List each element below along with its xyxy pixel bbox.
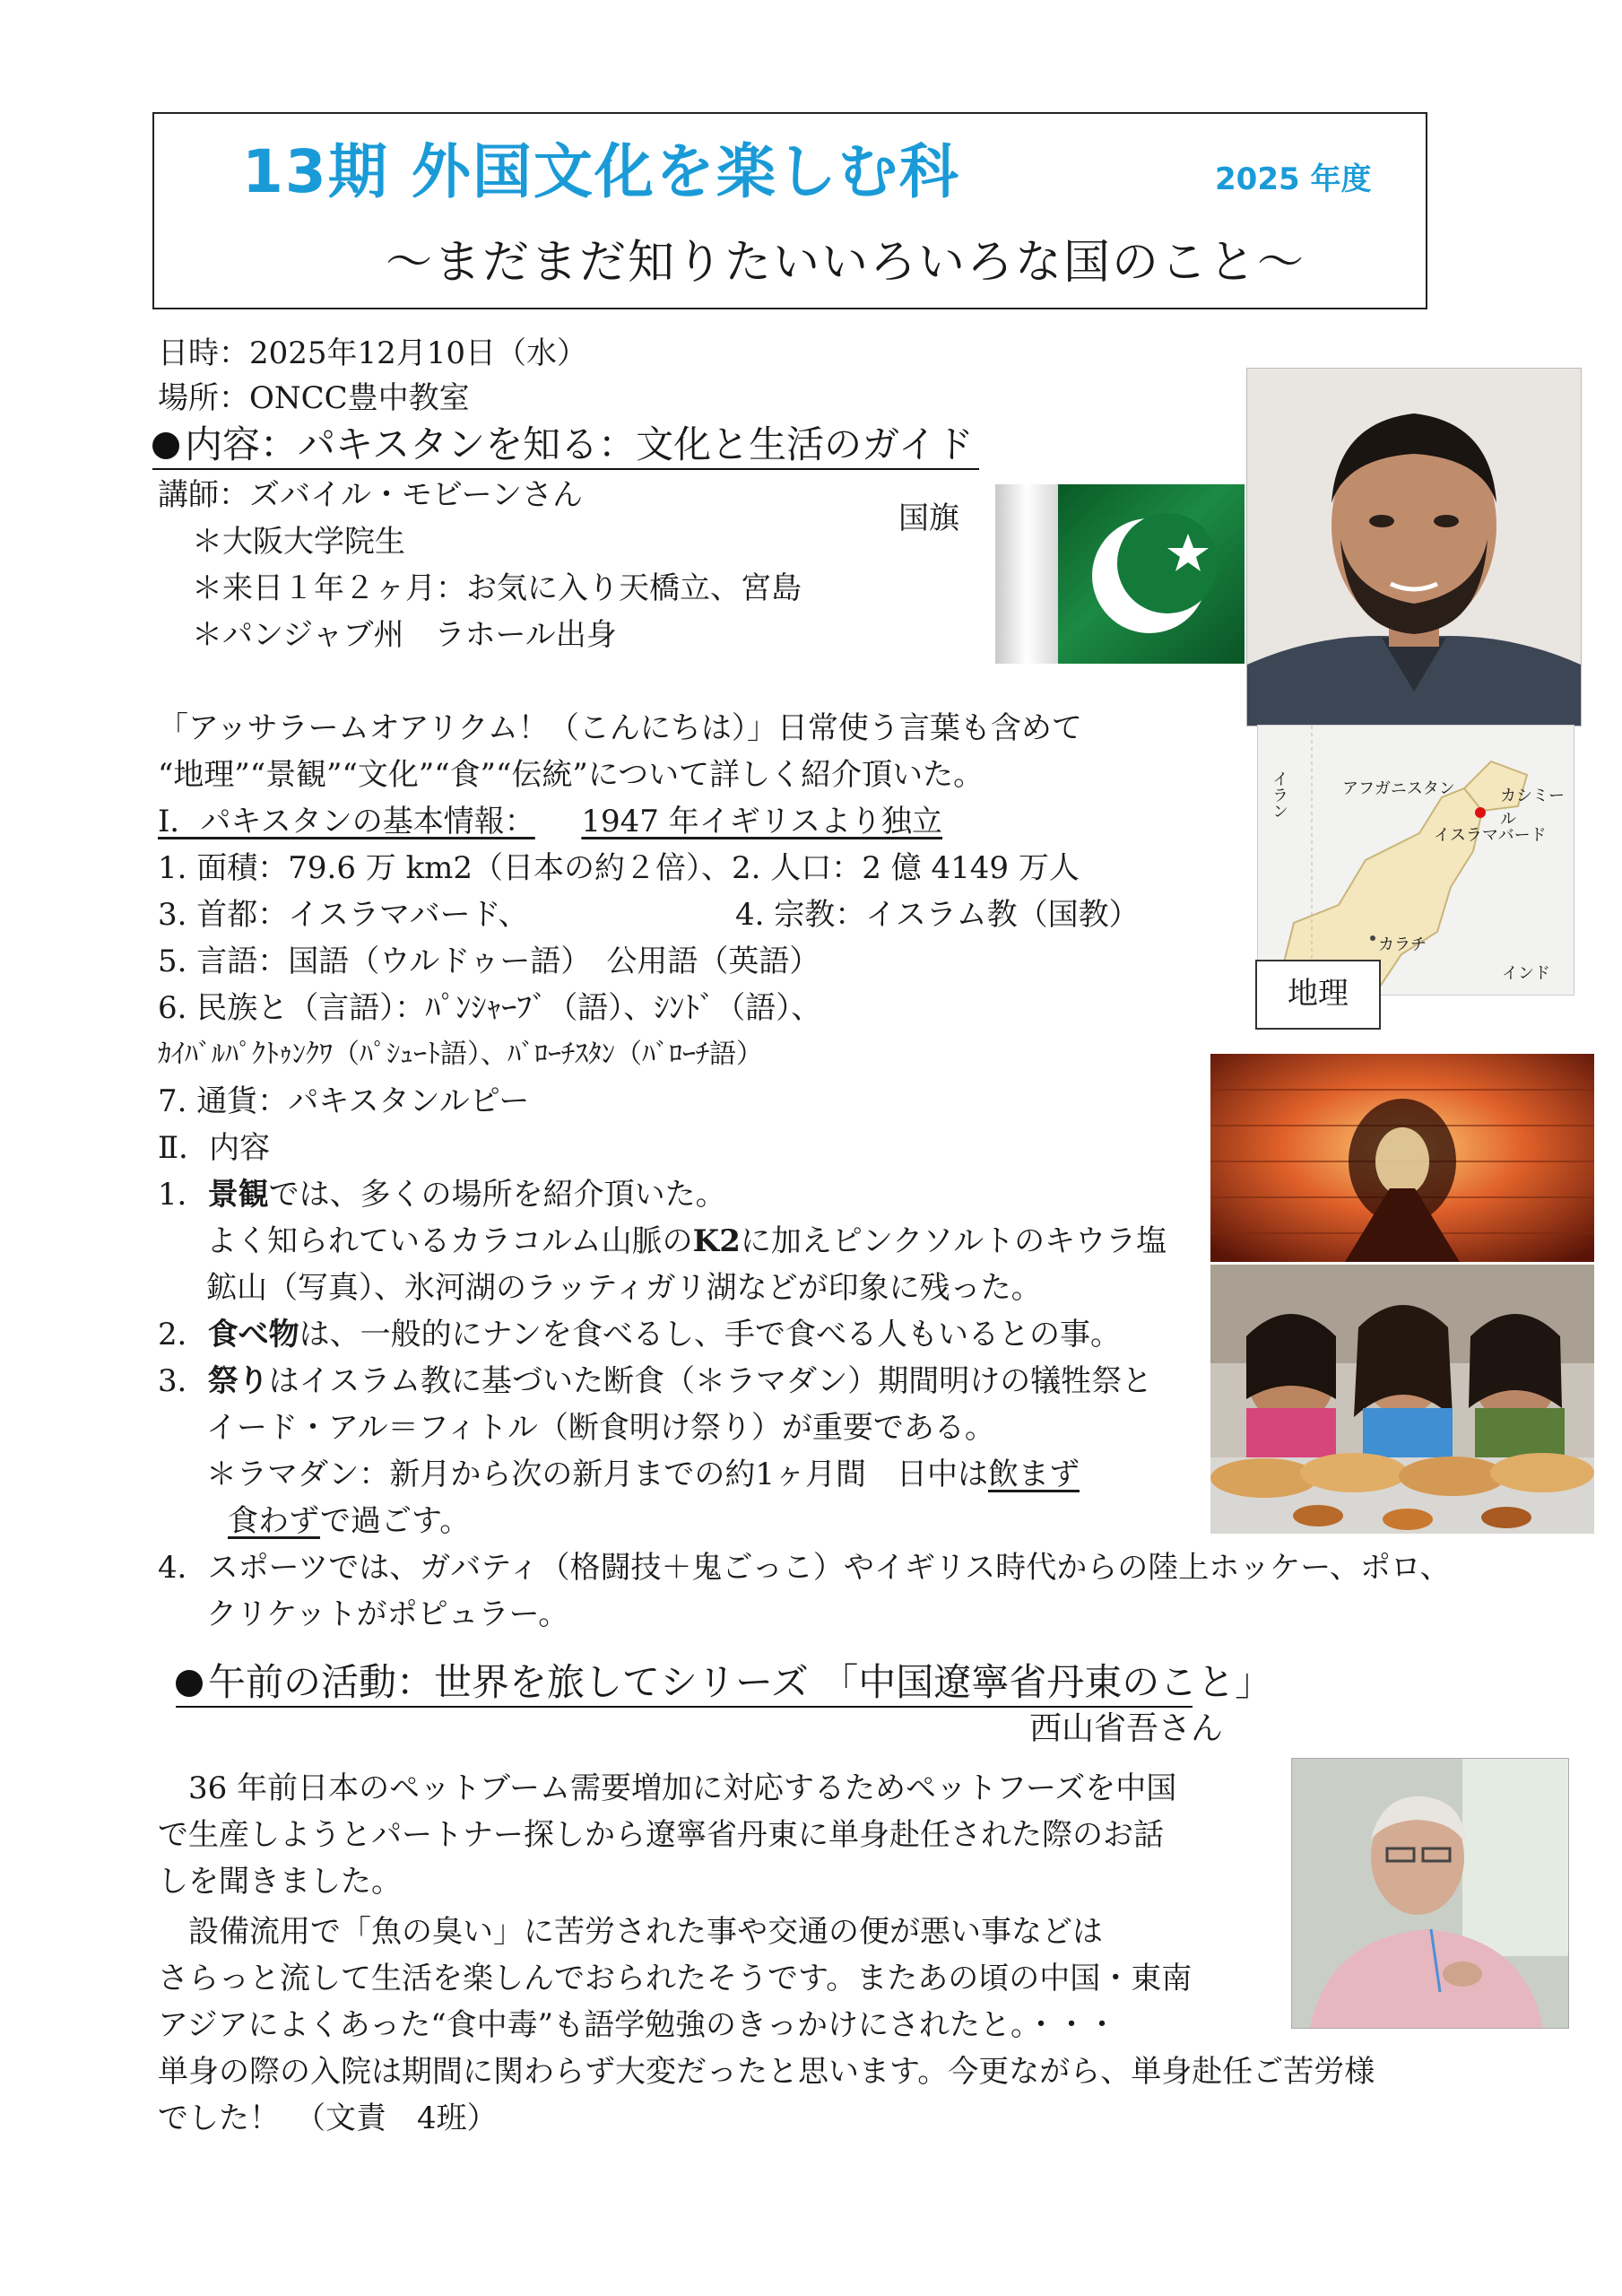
basic-info-heading-text: Ⅰ．パキスタンの基本情報： bbox=[158, 804, 535, 839]
page-subtitle: ～まだまだ知りたいいろいろな国のこと～ bbox=[386, 236, 1306, 290]
item-text: で過ごす。 bbox=[320, 1503, 471, 1539]
content-item-2 bbox=[158, 1315, 1121, 1354]
section2-paragraph-line: 設備流用で「魚の臭い」に苦労された事や交通の便が悪い事などは bbox=[158, 1914, 1103, 1950]
lecturer: 講師：ズバイル・モビーンさん bbox=[158, 477, 583, 513]
page-title: 13期 外国文化を楽しむ科 bbox=[242, 137, 960, 206]
section2-speaker: 西山省吾さん bbox=[1029, 1710, 1224, 1747]
content-item-3-line: イード・アル＝フィトル（断食明け祭り）が重要である。 bbox=[206, 1410, 995, 1446]
event-date: 日時：2025年12月10日（水） bbox=[158, 335, 588, 371]
pakistan-flag-image bbox=[995, 484, 1245, 664]
section2-paragraph-line: さらっと流して生活を楽しんでおられたそうです。またあの頃の中国・東南 bbox=[158, 1961, 1193, 1996]
item-keyword: 食べ物 bbox=[207, 1317, 299, 1352]
basic-info-item: 1. 面積：79.6 万 km2（日本の約２倍）、2. 人口：2 億 4149 万人 bbox=[158, 850, 1080, 886]
content-heading: Ⅱ．内容 bbox=[158, 1130, 271, 1166]
ramadan-note bbox=[228, 1501, 470, 1541]
speaker-photo bbox=[1291, 1758, 1569, 2029]
item-text: は、一般的にナンを食べるし、手で食べる人もいるとの事。 bbox=[299, 1317, 1121, 1352]
intro-line: 「アッサラームオアリクム！（こんにちは）」日常使う言葉も含めて bbox=[158, 710, 1082, 746]
bullet-icon bbox=[176, 1670, 203, 1697]
independence-text: 1947 年イギリスより独立 bbox=[581, 804, 943, 839]
content-item-3 bbox=[158, 1361, 1152, 1401]
event-place: 場所：ONCC豊中教室 bbox=[158, 380, 470, 416]
ramadan-note bbox=[206, 1455, 1080, 1494]
section2-paragraph-line: で生産しようとパートナー探しから遼寧省丹東に単身赴任された際のお話 bbox=[158, 1817, 1164, 1853]
content-item-1-line bbox=[206, 1222, 1167, 1261]
item-number: 3． bbox=[158, 1363, 208, 1399]
map-label-afghanistan: アフガニスタン bbox=[1342, 779, 1455, 798]
lecturer-photo bbox=[1246, 368, 1582, 726]
section1-heading bbox=[152, 422, 979, 470]
item-number: 1． bbox=[158, 1177, 208, 1213]
section2-paragraph-line: しを聞きました。 bbox=[158, 1864, 402, 1900]
basic-info-item: 7. 通貨：パキスタンルピー bbox=[158, 1083, 530, 1119]
food-eating-photo bbox=[1210, 1265, 1594, 1534]
section2-paragraph-line: 36 年前日本のペットブーム需要増加に対応するためペットフーズを中国 bbox=[158, 1770, 1177, 1806]
salt-mine-photo bbox=[1210, 1054, 1594, 1262]
section1-heading-text: 内容：パキスタンを知る：文化と生活のガイド bbox=[185, 422, 974, 466]
content-item-1 bbox=[158, 1175, 726, 1214]
lecturer-detail: ＊パンジャブ州 ラホール出身 bbox=[192, 617, 617, 653]
map-label-karachi: カラチ bbox=[1378, 935, 1427, 954]
basic-info-item: ｶｲﾊﾞﾙﾊﾟｸﾄｩﾝｸﾜ（ﾊﾟｼｭｰﾄ語）、ﾊﾞﾛｰﾁｽﾀﾝ（ﾊﾞﾛｰﾁ語） bbox=[158, 1039, 763, 1070]
lecturer-detail: ＊来日１年２ヶ月：お気に入り天橋立、宮島 bbox=[192, 570, 802, 606]
basic-info-item: 3. 首都：イスラマバード、 bbox=[158, 897, 529, 933]
item-number: 2． bbox=[158, 1317, 208, 1352]
item-text: はイスラム教に基づいた断食（＊ラマダン）期間明けの犠牲祭と bbox=[268, 1363, 1153, 1399]
section2-paragraph-line: でした！ （文責 4班） bbox=[158, 2100, 498, 2136]
item-text: に加えピンクソルトのキウラ塩 bbox=[740, 1223, 1167, 1259]
map-label-india: インド bbox=[1502, 964, 1550, 983]
item-underlined: 飲まず bbox=[987, 1457, 1080, 1492]
item-text: よく知られているカラコルム山脈の bbox=[206, 1223, 693, 1259]
content-item-4: 4．スポーツでは、ガバティ（格闘技＋鬼ごっこ）やイギリス時代からの陸上ホッケー、ポロ、 bbox=[158, 1550, 1451, 1586]
section2-paragraph-line: 単身の際の入院は期間に関わらず大変だったと思います。今更ながら、単身赴任ご苦労様 bbox=[158, 2054, 1375, 2090]
map-label-iran: イラン bbox=[1270, 770, 1288, 819]
map-caption: 地理 bbox=[1255, 960, 1381, 1030]
item-underlined: 食わず bbox=[228, 1503, 321, 1539]
flag-label: 国旗 bbox=[898, 500, 959, 536]
map-label-kashmir: カシミール bbox=[1500, 787, 1565, 829]
section2-heading bbox=[176, 1659, 1273, 1708]
section2-heading-text: 午前の活動：世界を旅してシリーズ 「中国遼寧省丹東のこと」 bbox=[208, 1660, 1273, 1704]
item-text: では、多くの場所を紹介頂いた。 bbox=[268, 1177, 726, 1213]
year-label: 2025 年度 bbox=[1215, 161, 1372, 197]
content-item-4-line: クリケットがポピュラー。 bbox=[206, 1596, 569, 1632]
basic-info-item: 6. 民族と（言語）：ﾊﾟﾝｼｬｰﾌﾞ（語）、ｼﾝﾄﾞ（語）、 bbox=[158, 990, 822, 1026]
pakistan-map bbox=[1257, 725, 1574, 996]
lecturer-detail: ＊大阪大学院生 bbox=[192, 524, 405, 560]
section2-paragraph-line: アジアによくあった“食中毒”も語学勉強のきっかけにされたと。・・・ bbox=[158, 2007, 1118, 2043]
basic-info-item: 4. 宗教：イスラム教（国教） bbox=[735, 897, 1140, 933]
basic-info-item: 5. 言語：国語（ウルドゥー語） 公用語（英語） bbox=[158, 944, 820, 979]
bullet-icon bbox=[152, 432, 179, 459]
basic-info-heading bbox=[158, 802, 942, 841]
item-text: ＊ラマダン：新月から次の新月までの約1ヶ月間 日中は bbox=[206, 1457, 988, 1492]
item-keyword: K2 bbox=[692, 1223, 741, 1259]
intro-line: “地理”“景観”“文化”“食”“伝統”について詳しく紹介頂いた。 bbox=[158, 757, 984, 793]
content-item-1-line: 鉱山（写真）、氷河湖のラッティガリ湖などが印象に残った。 bbox=[206, 1270, 1042, 1306]
item-keyword: 景観 bbox=[207, 1177, 269, 1213]
map-label-islamabad: イスラマバード bbox=[1434, 826, 1547, 845]
item-keyword: 祭り bbox=[207, 1363, 269, 1399]
